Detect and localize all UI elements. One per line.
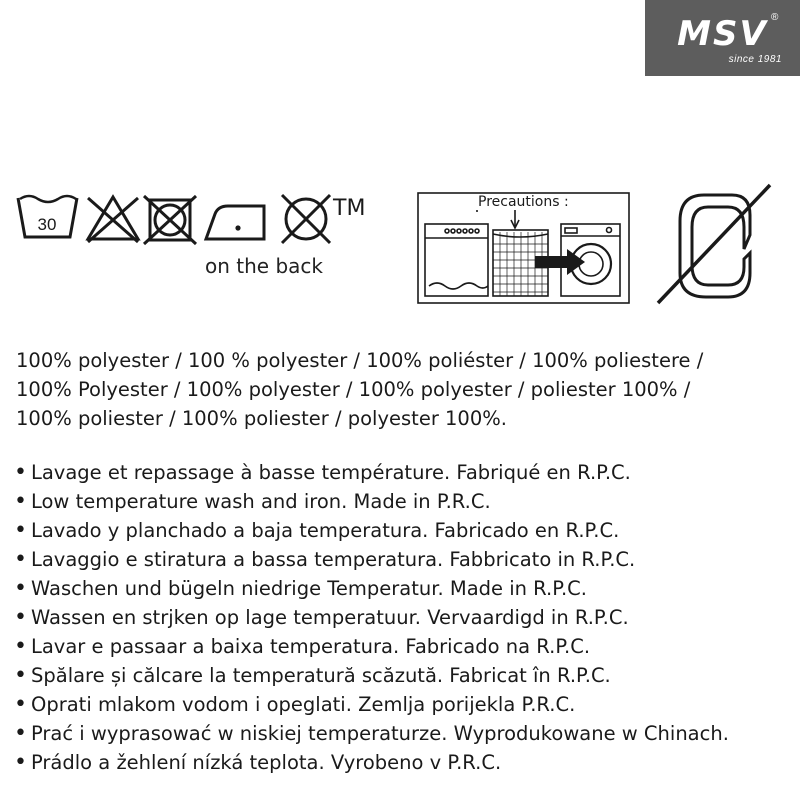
registered-mark: ® [771,12,779,23]
washing-machine-icon [425,224,488,296]
bullet-icon: • [14,663,27,688]
list-item [14,603,729,632]
instruction-text: Waschen und bügeln niedrige Temperatur. Made in R.P.C. [30,577,587,600]
list-item [14,748,729,777]
composition-line: 100% poliester / 100% poliester / polyester 100%. [16,407,507,430]
care-symbols [16,190,331,246]
bullet-icon: • [14,692,27,717]
instruction-text: Lavado y planchado a baja temperatura. Fabricado en R.P.C. [30,519,620,542]
no-bleach-icon [88,197,138,242]
instruction-text: Oprati mlakom vodom i opeglati. Zemlja porijekla P.R.C. [30,693,576,716]
instruction-text: Lavage et repassage à basse température. Fabriqué en R.P.C. [30,461,631,484]
wash-temperature: 30 [37,215,57,234]
brand-name: MSV [677,14,768,54]
on-the-back-note: on the back [205,254,323,278]
bullet-icon: • [14,489,27,514]
precautions-title: Precautions : [478,194,569,210]
bullet-icon: • [14,547,27,572]
brand-logo [645,0,800,76]
no-tumble-dry-icon [144,196,196,244]
list-item [14,574,729,603]
composition-text [16,346,703,433]
no-dry-clean-icon [282,195,330,243]
bullet-icon: • [14,460,27,485]
bullet-icon: • [14,721,27,746]
instruction-text: Spălare și călcare la temperatură scăzută. Fabricat în R.P.C. [30,664,611,687]
list-item [14,545,729,574]
bullet-icon: • [14,634,27,659]
no-ring-hook-icon [652,183,776,312]
trademark: TM [333,196,366,221]
list-item [14,487,729,516]
list-item [14,458,729,487]
care-instructions-list [14,458,729,777]
instruction-text: Lavaggio e stiratura a bassa temperatura. Fabbricato in R.P.C. [30,548,636,571]
bullet-icon: • [14,518,27,543]
instruction-text: Low temperature wash and iron. Made in P.R.C. [30,490,491,513]
instruction-text: Prádlo a žehlení nízká teplota. Vyrobeno v P.R.C. [30,751,502,774]
list-item [14,719,729,748]
brand-since: since 1981 [728,54,782,65]
list-item [14,632,729,661]
list-item [14,516,729,545]
iron-low-icon [206,206,264,239]
composition-line: 100% polyester / 100 % polyester / 100% poliéster / 100% poliestere / [16,349,704,372]
bullet-icon: • [14,750,27,775]
composition-line: 100% Polyester / 100% polyester / 100% polyester / poliester 100% / [16,378,691,401]
wash-30-icon [18,196,77,237]
list-item [14,661,729,690]
instruction-text: Wassen en strjken op lage temperatuur. Vervaardigd in R.P.C. [30,606,629,629]
instruction-text: Prać i wyprasować w niskiej temperaturze. Wyprodukowane w Chinach. [30,722,729,745]
bullet-icon: • [14,605,27,630]
list-item [14,690,729,719]
bullet-icon: • [14,576,27,601]
arrow-right-icon [535,249,585,275]
instruction-text: Lavar e passaar a baixa temperatura. Fabricado na R.P.C. [30,635,591,658]
